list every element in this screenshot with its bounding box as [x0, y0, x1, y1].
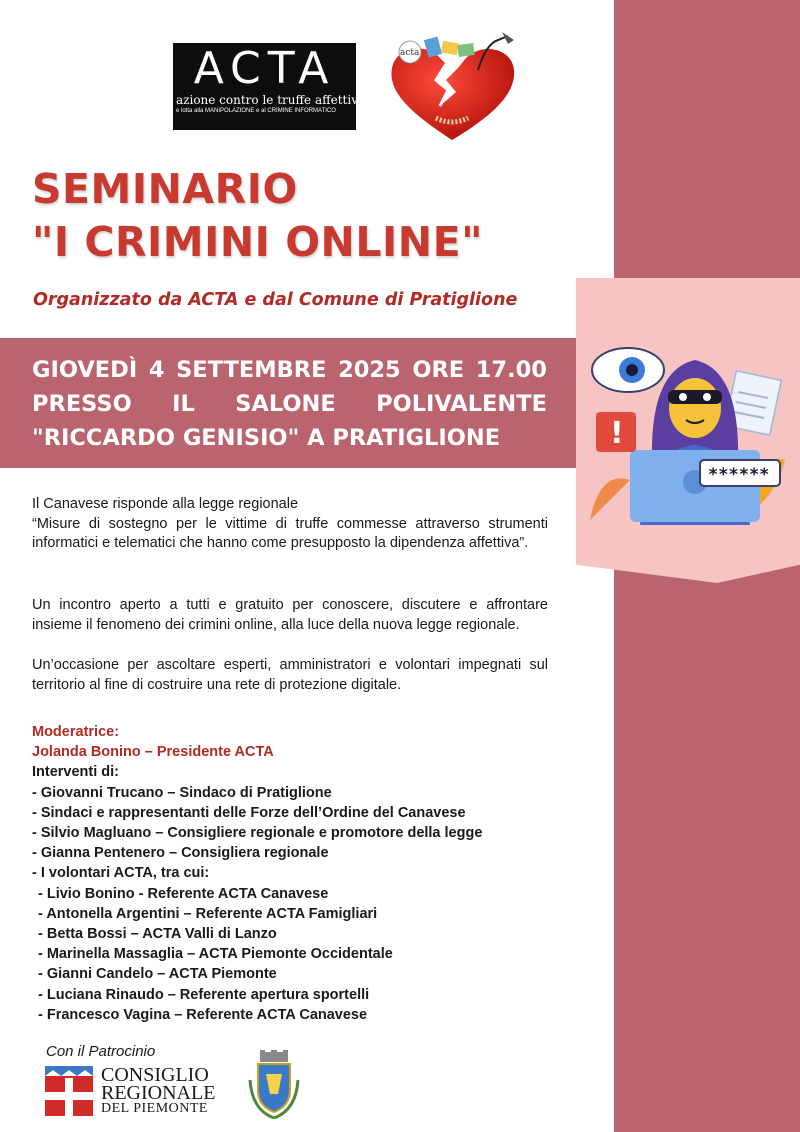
broken-heart-logo — [386, 30, 520, 145]
acta-logo-tagline: azione contro le truffe affettive — [176, 93, 366, 107]
volunteer-item: - Betta Bossi – ACTA Valli di Lanzo — [38, 926, 277, 943]
consiglio-text — [101, 1066, 215, 1116]
acta-logo-brand: ACTA — [193, 43, 336, 94]
municipal-crest-icon — [246, 1050, 302, 1122]
acta-logo — [173, 43, 366, 130]
law-quote: “Misure di sostegno per le vittime di truffe commesse attraverso strumenti informatici e telematici che hanno come presupposto la dipendenza affettiva”. — [32, 515, 548, 551]
volunteer-item: - Livio Bonino - Referente ACTA Canavese — [38, 885, 329, 902]
consiglio-line-3: DEL PIEMONTE — [101, 1101, 208, 1116]
event-word: IL — [172, 391, 195, 417]
acta-logo-tagline2: e lotta alla MANIPOLAZIONE e al CRIMINE INFORMATICO — [176, 108, 336, 114]
password-mask: ****** — [708, 465, 770, 485]
event-word: 2025 — [338, 357, 401, 383]
speakers-section — [32, 722, 592, 1025]
face-shape — [669, 378, 721, 438]
event-word: 4 — [148, 357, 165, 383]
consiglio-line-1: CONSIGLIO — [101, 1064, 209, 1086]
moderator-label: Moderatrice: — [32, 724, 120, 740]
intro-line: Il Canavese risponde alla legge regionale — [32, 496, 299, 512]
hacker-illustration — [590, 330, 785, 530]
volunteer-item: - Francesco Vagina – Referente ACTA Canavese — [38, 1006, 368, 1023]
volunteer-item: - Marinella Massaglia – ACTA Piemonte Occidentale — [38, 946, 393, 963]
volunteer-item: - Gianni Candelo – ACTA Piemonte — [38, 966, 277, 983]
event-word: POLIVALENTE — [376, 391, 547, 417]
description-paragraph — [32, 596, 548, 635]
seminar-title — [32, 163, 612, 269]
acta-badge-text: acta — [400, 48, 420, 58]
event-date-line — [32, 357, 547, 383]
title-line-1: SEMINARIO — [32, 165, 298, 213]
speaker-item: - Sindaci e rappresentanti delle Forze dell’Ordine del Canavese — [32, 804, 466, 821]
intro-paragraph — [32, 495, 548, 554]
volunteer-item: - Antonella Argentini – Referente ACTA Famigliari — [38, 905, 378, 922]
event-word: GIOVEDÌ — [32, 357, 138, 383]
event-word: ORE — [412, 357, 465, 383]
mask-icon — [668, 390, 722, 404]
alert-mark: ! — [610, 416, 624, 451]
event-venue-line — [32, 391, 547, 417]
volunteer-item: - Luciana Rinaudo – Referente apertura sportelli — [38, 986, 370, 1003]
speaker-item: - Giovanni Trucano – Sindaco di Pratiglione — [32, 784, 332, 801]
piemonte-flag-icon — [45, 1066, 93, 1116]
event-word: SALONE — [235, 391, 336, 417]
speaker-item: - Silvio Magluano – Consigliere regionale e promotore della legge — [32, 825, 483, 842]
speakers-label: Interventi di: — [32, 764, 120, 781]
event-word: SETTEMBRE — [176, 357, 327, 383]
title-line-2: "I CRIMINI ONLINE" — [32, 218, 483, 266]
description-text: Un incontro aperto a tutti e gratuito per conoscere, discutere e affrontare insieme il fenomeno dei crimini online, alla luce della nuova legge regionale. — [32, 597, 548, 633]
consiglio-line-2: REGIONALE — [101, 1082, 216, 1104]
occasion-paragraph — [32, 656, 548, 695]
speaker-item: - I volontari ACTA, tra cui: — [32, 865, 210, 882]
event-word: 17.00 — [475, 357, 547, 383]
consiglio-regionale-logo — [45, 1066, 220, 1116]
leaf-shape — [590, 478, 630, 520]
speaker-item: - Gianna Pentenero – Consigliera regionale — [32, 845, 329, 862]
moderator-name: Jolanda Bonino – Presidente ACTA — [32, 744, 274, 761]
occasion-text: Un’occasione per ascoltare esperti, amministratori e volontari impegnati sul territorio al fine di costruire una rete di protezione digitale. — [32, 657, 548, 693]
patronage-label: Con il Patrocinio — [46, 1043, 156, 1060]
event-location-line: "RICCARDO GENISIO" A PRATIGLIONE — [32, 425, 501, 451]
event-word: PRESSO — [32, 391, 132, 417]
organizer-subtitle: Organizzato da ACTA e dal Comune di Pratiglione — [33, 290, 518, 310]
